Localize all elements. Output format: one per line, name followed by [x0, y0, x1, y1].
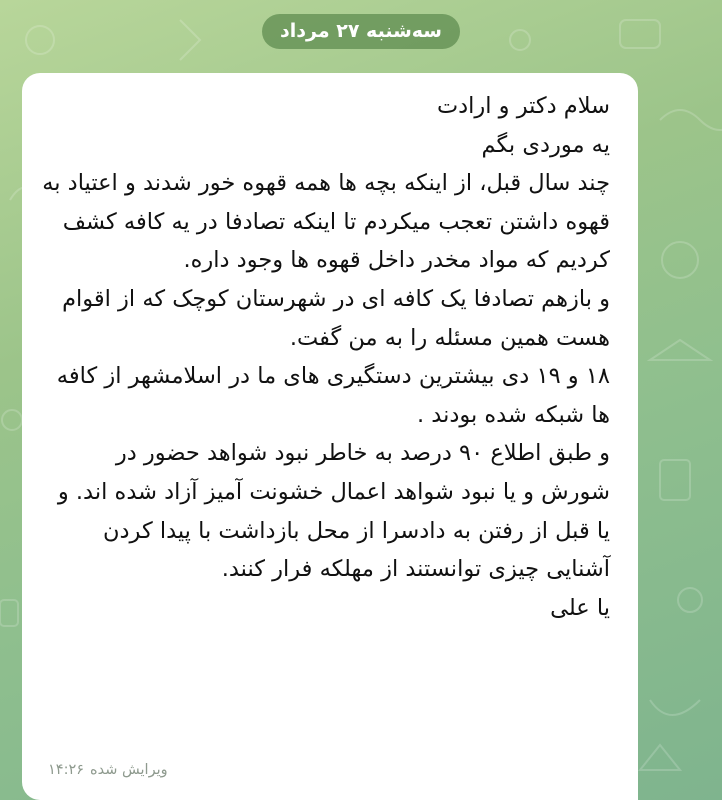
message-paragraph: سلام دکتر و ارادت — [436, 93, 610, 119]
message-paragraph: و طبق اطلاع ۹۰ درصد به خاطر نبود شواهد حضور در شورش و یا نبود شواهد اعمال خشونت آمیز آزاد شده اند. و یا قبل از رفتن به دادسرا از محل بازداشت با پیدا کردن آشنایی چیزی توانستند از مهلکه فرار کنند. — [57, 440, 610, 583]
edited-label: ویرایش شده — [90, 762, 168, 778]
message-bubble[interactable] — [22, 73, 638, 800]
message-time: ۱۴:۲۶ — [48, 762, 85, 778]
message-paragraph: و بازهم تصادفا یک کافه ای در شهرستان کوچک که از اقوام هست همین مسئله را به من گفت. — [62, 285, 610, 351]
message-text — [42, 87, 610, 627]
date-separator-pill: سه‌شنبه ۲۷ مرداد — [262, 14, 460, 49]
message-paragraph: ۱۸ و ۱۹ دی بیشترین دستگیری های ما در اسلامشهر از کافه ها شبکه شده بودند . — [56, 363, 610, 428]
message-paragraph: یه موردی بگم — [481, 131, 610, 158]
message-paragraph: چند سال قبل، از اینکه بچه ها همه قهوه خور شدند و اعتیاد به قهوه داشتن تعجب میکردم تا اینکه تصادفا در یه کافه کشف کردیم که مواد مخدر داخل قهوه ها وجود داره. — [42, 170, 610, 274]
message-paragraph: یا علی — [550, 594, 610, 621]
message-meta — [42, 762, 168, 778]
